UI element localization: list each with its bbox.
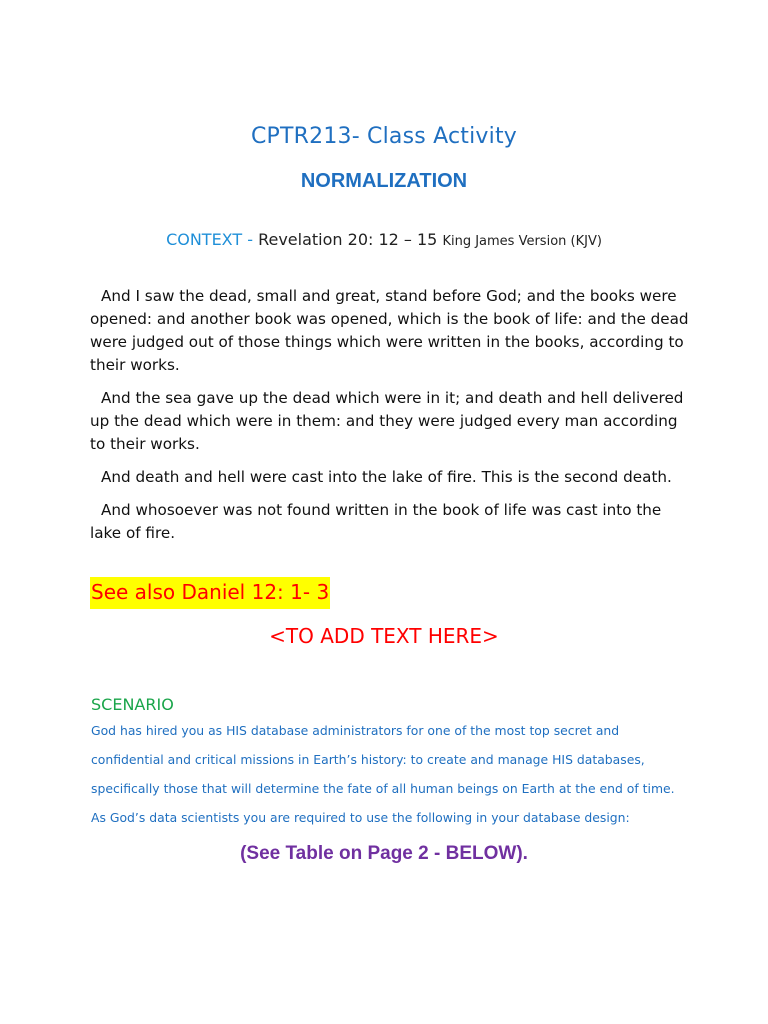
scenario-body [91, 716, 691, 832]
context-dash: - [242, 230, 259, 249]
scenario-line: confidential and critical missions in Earth’s history: to create and manage HIS databases, [91, 752, 645, 767]
scenario-heading: SCENARIO [91, 695, 174, 714]
see-table-note: (See Table on Page 2 - BELOW). [240, 843, 528, 864]
scenario-line: As God’s data scientists you are required to use the following in your database design: [91, 810, 630, 825]
verse-paragraph: And death and hell were cast into the lake of fire. This is the second death. [101, 468, 672, 486]
scenario-line: specifically those that will determine the fate of all human beings on Earth at the end of time. [91, 781, 675, 796]
context-label: CONTEXT [166, 230, 243, 249]
page-subtitle: NORMALIZATION [300, 170, 468, 192]
verse-paragraph: And I saw the dead, small and great, stand before God; and the books were opened: and another book was opened, which is the book of life: and the dead were judged out of those things which were written in the books, according to their works. [90, 287, 689, 374]
verse-block [90, 285, 690, 555]
page-title: CPTR213- Class Activity [250, 124, 518, 149]
scenario-line: God has hired you as HIS database administrators for one of the most top secret and [91, 723, 620, 738]
context-version: King James Version (KJV) [442, 234, 602, 249]
verse-paragraph: And the sea gave up the dead which were in it; and death and hell delivered up the dead which were in them: and they were judged every man according to their works. [90, 389, 684, 453]
context-line [0, 230, 768, 249]
see-also-highlight: See also Daniel 12: 1- 3 [90, 577, 330, 609]
context-reference: Revelation 20: 12 – 15 [258, 230, 438, 249]
add-text-placeholder: <TO ADD TEXT HERE> [269, 624, 499, 648]
verse-paragraph: And whosoever was not found written in the book of life was cast into the lake of fire. [90, 501, 662, 542]
